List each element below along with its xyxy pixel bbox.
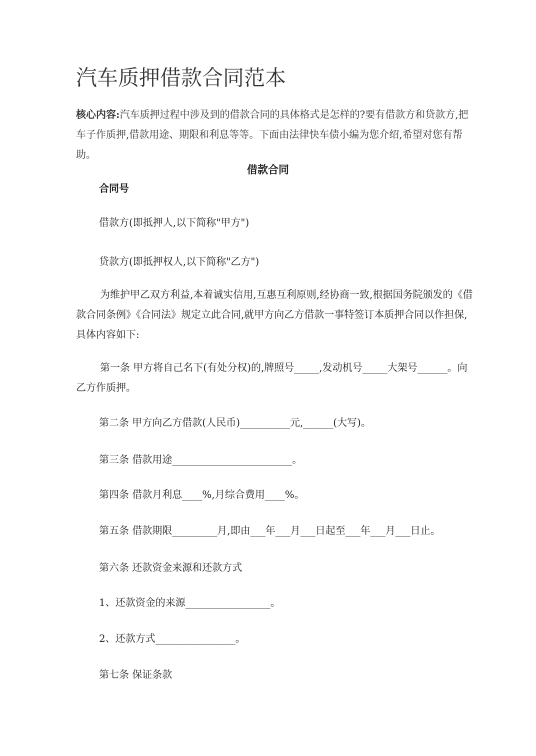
borrower-line: 借款方(即抵押人,以下简称"甲方") [99,218,250,229]
article-2: 第二条 甲方向乙方借款(人民币)__________元,______(大写)。 [99,418,371,429]
summary-paragraph [76,106,470,166]
summary-text: 汽车质押过程中涉及到的借款合同的具体格式是怎样的?要有借款方和贷款方,把车子作质押,借款用途、期限和利息等等。下面由法律快车债小编为您介绍,希望对您有帮助。 [76,110,469,161]
article-1: 第一条 甲方将自己名下(有处分权)的,牌照号_____,发动机号_____大架号______。向乙方作质押。 [76,363,468,394]
article-6-item-2: 2、还款方式________________。 [99,634,246,645]
summary-label: 核心内容: [76,110,120,121]
contract-heading: 借款合同 [247,164,289,176]
page-title: 汽车质押借款合同范本 [76,66,286,90]
lender-line: 贷款方(即抵押权人,以下简称"乙方") [99,257,260,268]
article-7: 第七条 保证条款 [99,670,173,681]
article-4: 第四条 借款月利息____%,月综合费用____%。 [99,490,305,501]
article-6-item-1: 1、还款资金的来源_________________。 [99,598,281,609]
preamble-paragraph: 为维护甲乙双方利益,本着诚实信用,互惠互利原则,经协商一致,根据国务院颁发的《借款合同条例》《合同法》规定立此合同,就甲方向乙方借款一事特签订本质押合同以作担保,具体内容如下: [76,290,473,341]
contract-number-label: 合同号 [99,184,129,195]
article-3: 第三条 借款用途________________________。 [99,455,303,466]
article-6: 第六条 还款资金来源和还款方式 [99,563,243,574]
article-5: 第五条 借款期限_________月,即由___年___月___日起至___年___月___日止。 [99,526,441,537]
